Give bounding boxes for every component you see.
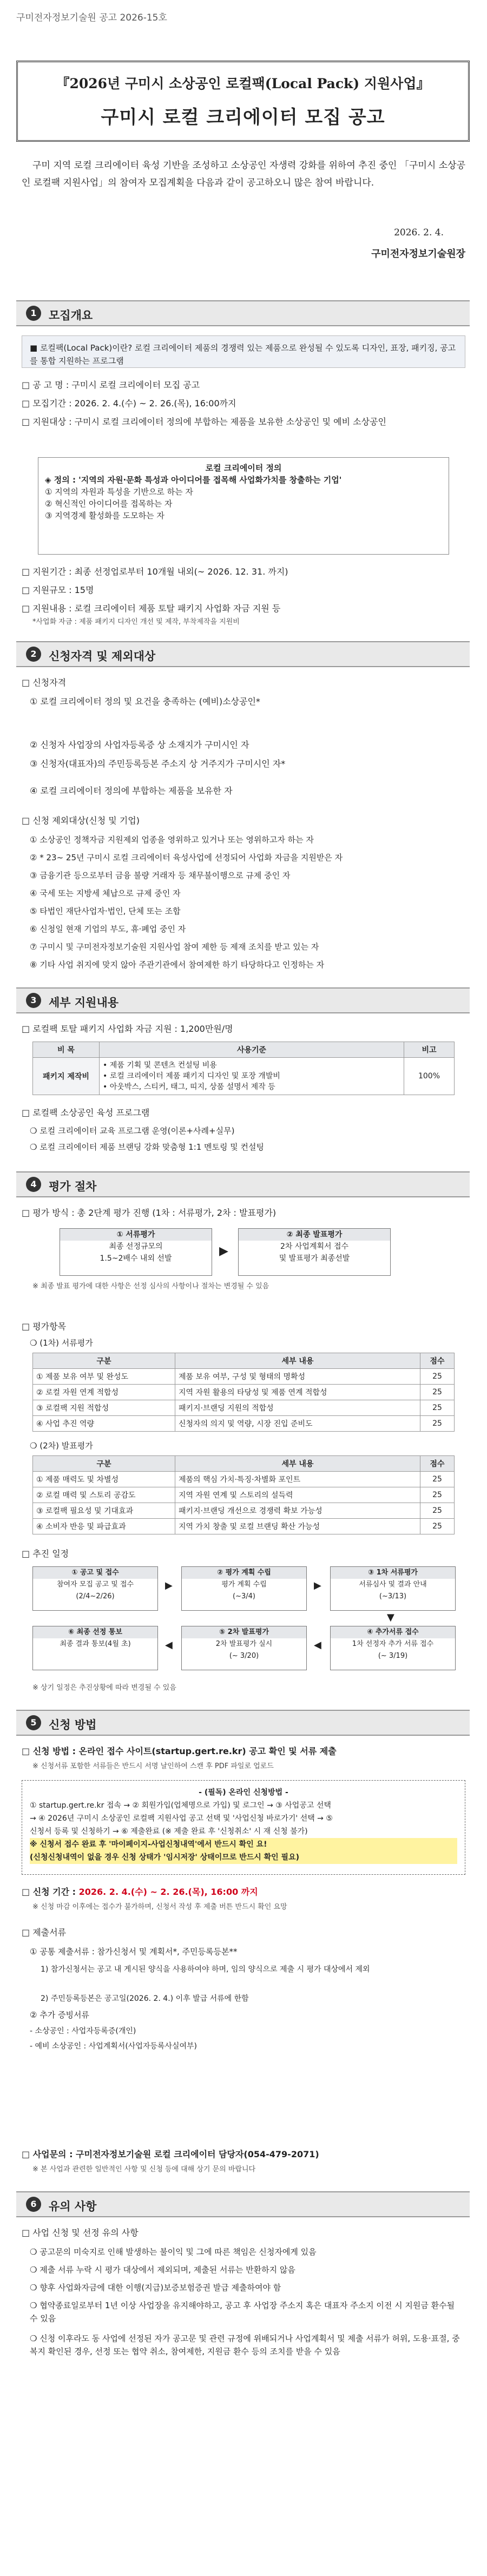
flow-step bbox=[32, 1626, 158, 1670]
definition-line: ③ 지역경제 활성화를 도모하는 자 bbox=[45, 511, 164, 521]
flow-step bbox=[32, 1566, 158, 1611]
eligibility-item: ④ 로컬 크리에이터 정의에 부합하는 제품을 보유한 자 bbox=[30, 786, 233, 796]
support-item: ❍ 로컬 크리에이터 교육 프로그램 운영(이론+사례+실무) bbox=[30, 1126, 235, 1136]
stage-text: 최종 선정규모의 bbox=[109, 1242, 163, 1251]
section-title: 신청 방법 bbox=[49, 1718, 97, 1731]
section-header-caution bbox=[16, 2191, 470, 2217]
deadline-value: 2026. 2. 4.(수) ~ 2. 26.(목), 16:00 까지 bbox=[78, 1887, 258, 1897]
title-box bbox=[16, 61, 470, 142]
document-number: 구미전자정보기술원 공고 2026-15호 bbox=[16, 12, 167, 23]
table-cell: ③ 로컬팩 필요성 및 기대효과 bbox=[33, 1503, 175, 1519]
arrow-right-icon: ▶ bbox=[165, 1580, 173, 1591]
table-row bbox=[33, 1400, 455, 1416]
table-cell: 25 bbox=[420, 1472, 455, 1487]
online-apply-warning: (신청신청내역이 없을 경우 신청 상태가 '임시저장' 상태이므로 반드시 확인 필요) bbox=[30, 1851, 457, 1864]
section-number: 2 bbox=[26, 647, 41, 662]
online-apply-warning: ※ 신청서 접수 완료 후 '마이페이지-사업신청내역'에서 반드시 확인 요! bbox=[30, 1838, 457, 1851]
stage-1-box bbox=[60, 1228, 212, 1276]
section-header-eligibility bbox=[16, 641, 470, 667]
table-cell: 25 bbox=[420, 1369, 455, 1385]
caution-item: ❍ 향후 사업화자금에 대한 이행(지급)보증보험증권 발급 제출하여야 함 bbox=[30, 2283, 281, 2292]
section-number: 4 bbox=[26, 1177, 41, 1192]
table-cell: 25 bbox=[420, 1503, 455, 1519]
table-header: 세부 내용 bbox=[175, 1353, 420, 1369]
flow-step-text: 2차 발표평가 실시 bbox=[215, 1640, 273, 1648]
section-title: 모집개요 bbox=[49, 309, 93, 322]
table-row bbox=[33, 1503, 455, 1519]
apply-note: ※ 신청서류 포함한 서류들은 반드시 서명 날인하여 스캔 후 PDF 파일로 업로드 bbox=[32, 1762, 274, 1770]
table-cell: 패키지 제작비 bbox=[33, 1058, 100, 1095]
document-item: ② 추가 증빙서류 bbox=[30, 2010, 89, 2020]
table-row bbox=[33, 1369, 455, 1385]
flow-step-text: 평가 계획 수립 bbox=[221, 1580, 267, 1589]
intro-text: 구미 지역 로컬 크리에이터 육성 기반을 조성하고 소상공인 자생력 강화를 위하여 추진 중인 「구미시 소상공인 로컬팩 지원사업」의 참여자 모집계획을 다음과 같이 공고하오니 많은 참여 바랍니다. bbox=[22, 160, 465, 188]
overview-item: □ 지원대상 : 구미시 로컬 크리에이터 정의에 부합하는 제품을 보유한 소상공인 및 예비 소상공인 bbox=[22, 417, 386, 427]
arrow-left-icon: ◀ bbox=[165, 1639, 173, 1651]
table-cell: 제품 보유 여부, 구성 및 형태의 명확성 bbox=[175, 1369, 420, 1385]
caution-item: ❍ 제출 서류 누락 시 평가 대상에서 제외되며, 제출된 서류는 반환하지 않음 bbox=[30, 2265, 295, 2275]
flow-step-date: (2/4~2/26) bbox=[76, 1592, 115, 1600]
overview-note: *사업화 자금 : 제품 패키지 디자인 개선 및 제작, 부착제작을 지원비 bbox=[32, 618, 240, 626]
arrow-left-icon: ◀ bbox=[314, 1639, 321, 1651]
title-main: 구미시 로컬 크리에이터 모집 공고 bbox=[101, 107, 385, 128]
definition-line: ② 혁신적인 아이디어를 접목하는 자 bbox=[45, 499, 173, 509]
schedule-heading: □ 추진 일정 bbox=[22, 1549, 69, 1559]
flow-step-text: 1차 선정자 추가 서류 접수 bbox=[352, 1640, 434, 1648]
stage-title: ② 최종 발표평가 bbox=[239, 1229, 390, 1241]
table-header: 구분 bbox=[33, 1456, 175, 1472]
overview-item: □ 공 고 명 : 구미시 로컬 크리에이터 모집 공고 bbox=[22, 380, 200, 390]
contact-note: ※ 본 사업과 관련한 일반적인 사항 및 신청 등에 대해 상기 문의 바랍니다 bbox=[32, 2165, 256, 2173]
section-number: 1 bbox=[26, 306, 41, 321]
section-number: 3 bbox=[26, 993, 41, 1008]
flow-step bbox=[330, 1626, 456, 1670]
section-header-evaluation bbox=[16, 1171, 470, 1197]
deadline-line bbox=[22, 1886, 465, 1899]
flow-step-title: ② 평가 계획 수립 bbox=[182, 1567, 306, 1579]
caution-item: ❍ 협약종료일로부터 1년 이상 사업장을 유지해야하고, 공고 후 사업장 주소지 혹은 대표자 주소지 이전 시 지원금 환수될 수 있음 bbox=[30, 2301, 455, 2323]
table-row bbox=[33, 1385, 455, 1400]
eligibility-item: ③ 신청자(대표자)의 주민등록등본 주소지 상 거주지가 구미시인 자* bbox=[30, 759, 286, 769]
stage-text: 2차 사업계획서 접수 bbox=[280, 1242, 348, 1251]
document-item: - 소상공인 : 사업자등록증(개인) bbox=[30, 2027, 136, 2035]
table-cell: 25 bbox=[420, 1519, 455, 1534]
local-creator-definition-box bbox=[38, 457, 449, 555]
online-apply-step: ① startup.gert.re.kr 접속 → ② 회원가입(업체명으로 가입) 및 로그인 → ③ 사업공고 선택 bbox=[30, 1801, 331, 1810]
table-header: 세부 내용 bbox=[175, 1456, 420, 1472]
schedule-flow bbox=[32, 1566, 455, 1675]
deadline-note: ※ 신청 마감 이후에는 접수가 불가하며, 신청서 작성 후 제출 버튼 반드시 확인 요망 bbox=[32, 1903, 287, 1911]
table-cell: 지역 자원 활용의 타당성 및 제품 연계 적합성 bbox=[175, 1385, 420, 1400]
flow-step-text: 서류심사 및 결과 안내 bbox=[359, 1580, 427, 1589]
support-heading: □ 로컬팩 토탈 패키지 사업화 자금 지원 : 1,200만원/명 bbox=[22, 1024, 233, 1034]
caution-heading: □ 사업 신청 및 선정 유의 사항 bbox=[22, 2228, 139, 2238]
table-header: 비 목 bbox=[33, 1042, 100, 1058]
table-cell: 지역 자원 연계 및 스토리의 설득력 bbox=[175, 1487, 420, 1503]
exclusion-item: ② * 23~ 25년 구미시 로컬 크리에이터 육성사업에 선정되어 사업화 자금을 지원받은 자 bbox=[30, 853, 343, 862]
stage-title: ① 서류평가 bbox=[60, 1229, 212, 1241]
table-cell: ② 로컬 자원 연계 적합성 bbox=[33, 1385, 175, 1400]
announcement-date: 2026. 2. 4. bbox=[394, 227, 444, 238]
online-apply-box bbox=[22, 1780, 465, 1875]
flow-step-title: ④ 추가서류 접수 bbox=[331, 1626, 455, 1638]
flow-step-date: (~3/4) bbox=[233, 1592, 255, 1600]
table-row bbox=[33, 1058, 455, 1095]
online-apply-title: - (필독) 온라인 신청방법 - bbox=[199, 1788, 288, 1797]
deadline-label: □ 신청 기간 : bbox=[22, 1887, 79, 1897]
exclusion-item: ③ 금융기관 등으로부터 금융 불량 거래자 등 채무불이행으로 규제 중인 자 bbox=[30, 871, 291, 880]
definition-line: ◈ 정의 : '지역의 자원·문화 특성과 아이디어를 접목해 사업화가치를 창출하는 기업' bbox=[45, 475, 342, 485]
issuer-name: 구미전자정보기술원장 bbox=[371, 248, 465, 260]
table-cell: 100% bbox=[404, 1058, 455, 1095]
flow-step-title: ③ 1차 서류평가 bbox=[331, 1567, 455, 1579]
definition-line: ① 지역의 자원과 특성을 기반으로 하는 자 bbox=[45, 487, 193, 497]
overview-item: □ 지원규모 : 15명 bbox=[22, 585, 94, 595]
table-cell: 25 bbox=[420, 1400, 455, 1416]
exclusion-item: ⑦ 구미시 및 구미전자정보기술원 지원사업 참여 제한 등 제재 조치를 받고 있는 자 bbox=[30, 942, 319, 952]
document-item: 1) 참가신청서는 공고 내 게시된 양식을 사용하여야 하며, 임의 양식으로 제출 시 평가 대상에서 제외 bbox=[41, 1965, 370, 1974]
flow-step-title: ⑤ 2차 발표평가 bbox=[182, 1626, 306, 1638]
flow-step-text: 참여자 모집 공고 및 접수 bbox=[56, 1580, 134, 1589]
table-cell: ① 제품 보유 여부 및 완성도 bbox=[33, 1369, 175, 1385]
section-header-overview bbox=[16, 300, 470, 326]
caution-item: ❍ 공고문의 미숙지로 인해 발생하는 불이익 및 그에 따른 책임은 신청자에게 있음 bbox=[30, 2247, 317, 2257]
table-cell: • 제품 기획 및 콘텐츠 컨설팅 비용 • 로컬 크리에이터 제품 패키지 디자인 및 포장 개발비 • 아웃박스, 스티커, 태그, 띠지, 상품 설명서 제작 등 bbox=[100, 1058, 404, 1095]
table-cell: 패키지·브랜딩 지원의 적합성 bbox=[175, 1400, 420, 1416]
flow-step-date: (~3/13) bbox=[379, 1592, 407, 1600]
schedule-note: ※ 상기 일정은 추진상황에 따라 변경될 수 있음 bbox=[32, 1684, 176, 1692]
table-header-row bbox=[33, 1456, 455, 1472]
document-item: - 예비 소상공인 : 사업계획서(사업자등록사실여부) bbox=[30, 2042, 197, 2051]
table-cell: 25 bbox=[420, 1416, 455, 1432]
flow-step-title: ⑥ 최종 선정 통보 bbox=[33, 1626, 157, 1638]
document-item: ① 공통 제출서류 : 참가신청서 및 계획서*, 주민등록등본** bbox=[30, 1947, 238, 1956]
exclusion-item: ⑤ 타법인 재단사업자·법인, 단체 또는 조합 bbox=[30, 906, 181, 916]
eligibility-item: ② 신청자 사업장의 사업자등록증 상 소재지가 구미시인 자 bbox=[30, 740, 249, 750]
eligibility-item: ① 로컬 크리에이터 정의 및 요건을 충족하는 (예비)소상공인* bbox=[30, 696, 260, 707]
table-row bbox=[33, 1472, 455, 1487]
document-item: 2) 주민등록등본은 공고일(2026. 2. 4.) 이후 발급 서류에 한함 bbox=[41, 1994, 249, 2003]
exclusion-heading: □ 신청 제외대상(신청 및 기업) bbox=[22, 815, 140, 826]
section-number: 6 bbox=[26, 2197, 41, 2212]
exclusion-item: ⑥ 신청일 현재 기업의 부도, 휴·폐업 중인 자 bbox=[30, 924, 186, 934]
flow-step bbox=[181, 1626, 307, 1670]
section-number: 5 bbox=[26, 1715, 41, 1730]
flow-step bbox=[181, 1566, 307, 1611]
table-cell: 25 bbox=[420, 1385, 455, 1400]
exclusion-item: ① 소상공인 정책자금 지원제외 업종을 영위하고 있거나 또는 영위하고자 하는 자 bbox=[30, 835, 314, 845]
table-header: 사용기준 bbox=[100, 1042, 404, 1058]
table-header-row bbox=[33, 1353, 455, 1369]
support-heading: □ 로컬팩 소상공인 육성 프로그램 bbox=[22, 1108, 150, 1118]
table-cell: 제품의 핵심 가치·특징·차별화 포인트 bbox=[175, 1472, 420, 1487]
flow-step bbox=[330, 1566, 456, 1611]
flow-step-date: (~ 3/19) bbox=[378, 1652, 408, 1660]
table-cell: ④ 사업 추진 역량 bbox=[33, 1416, 175, 1432]
title-subtitle: 『2026년 구미시 소상공인 로컬팩(Local Pack) 지원사업』 bbox=[56, 76, 430, 91]
arrow-down-icon: ▼ bbox=[387, 1612, 394, 1623]
table-header: 점수 bbox=[420, 1456, 455, 1472]
section-title: 유의 사항 bbox=[49, 2200, 97, 2213]
section-title: 평가 절차 bbox=[49, 1180, 97, 1193]
support-item: ❍ 로컬 크리에이터 제품 브랜딩 강화 맞춤형 1:1 멘토링 및 컨설팅 bbox=[30, 1142, 265, 1152]
arrow-right-icon: ▶ bbox=[314, 1580, 321, 1591]
table-cell: ③ 로컬팩 지원 적합성 bbox=[33, 1400, 175, 1416]
stage-2-box bbox=[238, 1228, 391, 1276]
table-cell: ① 제품 매력도 및 차별성 bbox=[33, 1472, 175, 1487]
table-cell: ② 로컬 매력 및 스토리 공감도 bbox=[33, 1487, 175, 1503]
eligibility-heading: □ 신청자격 bbox=[22, 677, 67, 688]
table-cell: 25 bbox=[420, 1487, 455, 1503]
evaluation-heading: □ 평가 방식 : 총 2단계 평가 진행 (1차 : 서류평가, 2차 : 발표평가) bbox=[22, 1208, 277, 1218]
section-header-apply bbox=[16, 1710, 470, 1736]
table-cell: 신청자의 의지 및 역량, 시장 진입 준비도 bbox=[175, 1416, 420, 1432]
stage-text: 및 발표평가 최종선발 bbox=[279, 1254, 350, 1263]
table-row bbox=[33, 1487, 455, 1503]
exclusion-item: ④ 국세 또는 지방세 체납으로 규제 중인 자 bbox=[30, 888, 181, 898]
table-row bbox=[33, 1519, 455, 1534]
apply-heading: □ 신청 방법 : 온라인 접수 사이트(startup.gert.re.kr) 공고 확인 및 서류 제출 bbox=[22, 1746, 337, 1756]
table-cell: ④ 소비자 반응 및 파급효과 bbox=[33, 1519, 175, 1534]
criteria-subheading: ❍ (2차) 발표평가 bbox=[30, 1441, 93, 1451]
online-apply-step: 신청서 등록 및 신청하기 → ⑥ 제출완료 (※ 제출 완료 후 '신청취소' 시 재 신청 불가) bbox=[30, 1827, 308, 1836]
criteria-subheading: ❍ (1차) 서류평가 bbox=[30, 1338, 93, 1348]
presentation-review-table bbox=[32, 1455, 455, 1534]
section-title: 세부 지원내용 bbox=[49, 996, 119, 1009]
caution-item: ❍ 신청 이후라도 동 사업에 선정된 자가 공고문 및 관련 규정에 위배되거나 사업계획서 및 제출 서류가 허위, 도용·표절, 중복지 확인된 경우, 선정 또는 협약 취소, 참여제한, 지원금 환수 등의 조치를 받을 수 있음 bbox=[30, 2334, 460, 2356]
stage-text: 1.5~2배수 내외 선발 bbox=[100, 1254, 172, 1263]
table-header: 구분 bbox=[33, 1353, 175, 1369]
criteria-heading: □ 평가항목 bbox=[22, 1321, 67, 1332]
contact-line: □ 사업문의 : 구미전자정보기술원 로컬 크리에이터 담당자(054-479-2071) bbox=[22, 2149, 319, 2159]
overview-item: □ 지원내용 : 로컬 크리에이터 제품 토탈 패키지 사업화 자금 지원 등 bbox=[22, 603, 281, 614]
exclusion-item: ⑧ 기타 사업 취지에 맞지 않아 주관기관에서 참여제한 하기 타당하다고 인정하는 자 bbox=[30, 960, 325, 970]
table-header-row bbox=[33, 1042, 455, 1058]
flow-step-text: 최종 결과 통보(4월 초) bbox=[60, 1640, 131, 1648]
support-table bbox=[32, 1042, 455, 1095]
flow-step-date: (~ 3/20) bbox=[229, 1652, 259, 1660]
overview-item: □ 지원기간 : 최종 선정업로부터 10개월 내외(~ 2026. 12. 31. 까지) bbox=[22, 566, 288, 577]
section-title: 신청자격 및 제외대상 bbox=[49, 650, 156, 663]
documents-heading: □ 제출서류 bbox=[22, 1927, 67, 1938]
evaluation-note: ※ 최종 발표 평가에 대한 사항은 선정 심사의 사항이나 절차는 변경될 수 있음 bbox=[32, 1282, 269, 1290]
table-cell: 지역 가치 창출 및 로컬 브랜딩 확산 가능성 bbox=[175, 1519, 420, 1534]
overview-item: □ 모집기간 : 2026. 2. 4.(수) ~ 2. 26.(목), 16:00까지 bbox=[22, 398, 236, 409]
table-cell: 패키지·브랜딩 개선으로 경쟁력 확보 가능성 bbox=[175, 1503, 420, 1519]
section-header-support bbox=[16, 987, 470, 1013]
table-header: 점수 bbox=[420, 1353, 455, 1369]
online-apply-step: → ④ 2026년 구미시 소상공인 로컬팩 지원사업 공고 선택 및 '사업신청 바로가기' 선택 → ⑤ bbox=[30, 1814, 333, 1823]
document-review-table bbox=[32, 1353, 455, 1432]
arrow-right-icon: ▶ bbox=[219, 1244, 228, 1258]
table-row bbox=[33, 1416, 455, 1432]
table-header: 비고 bbox=[404, 1042, 455, 1058]
flow-step-title: ① 공고 및 접수 bbox=[33, 1567, 157, 1579]
definition-title: 로컬 크리에이터 정의 bbox=[205, 463, 282, 473]
local-pack-definition-box: ■ 로컬팩(Local Pack)이란? 로컬 크리에이터 제품의 경쟁력 있는 제품으로 완성될 수 있도록 디자인, 표장, 패키징, 공고를 통합 지원하는 프로그램 bbox=[22, 335, 465, 368]
